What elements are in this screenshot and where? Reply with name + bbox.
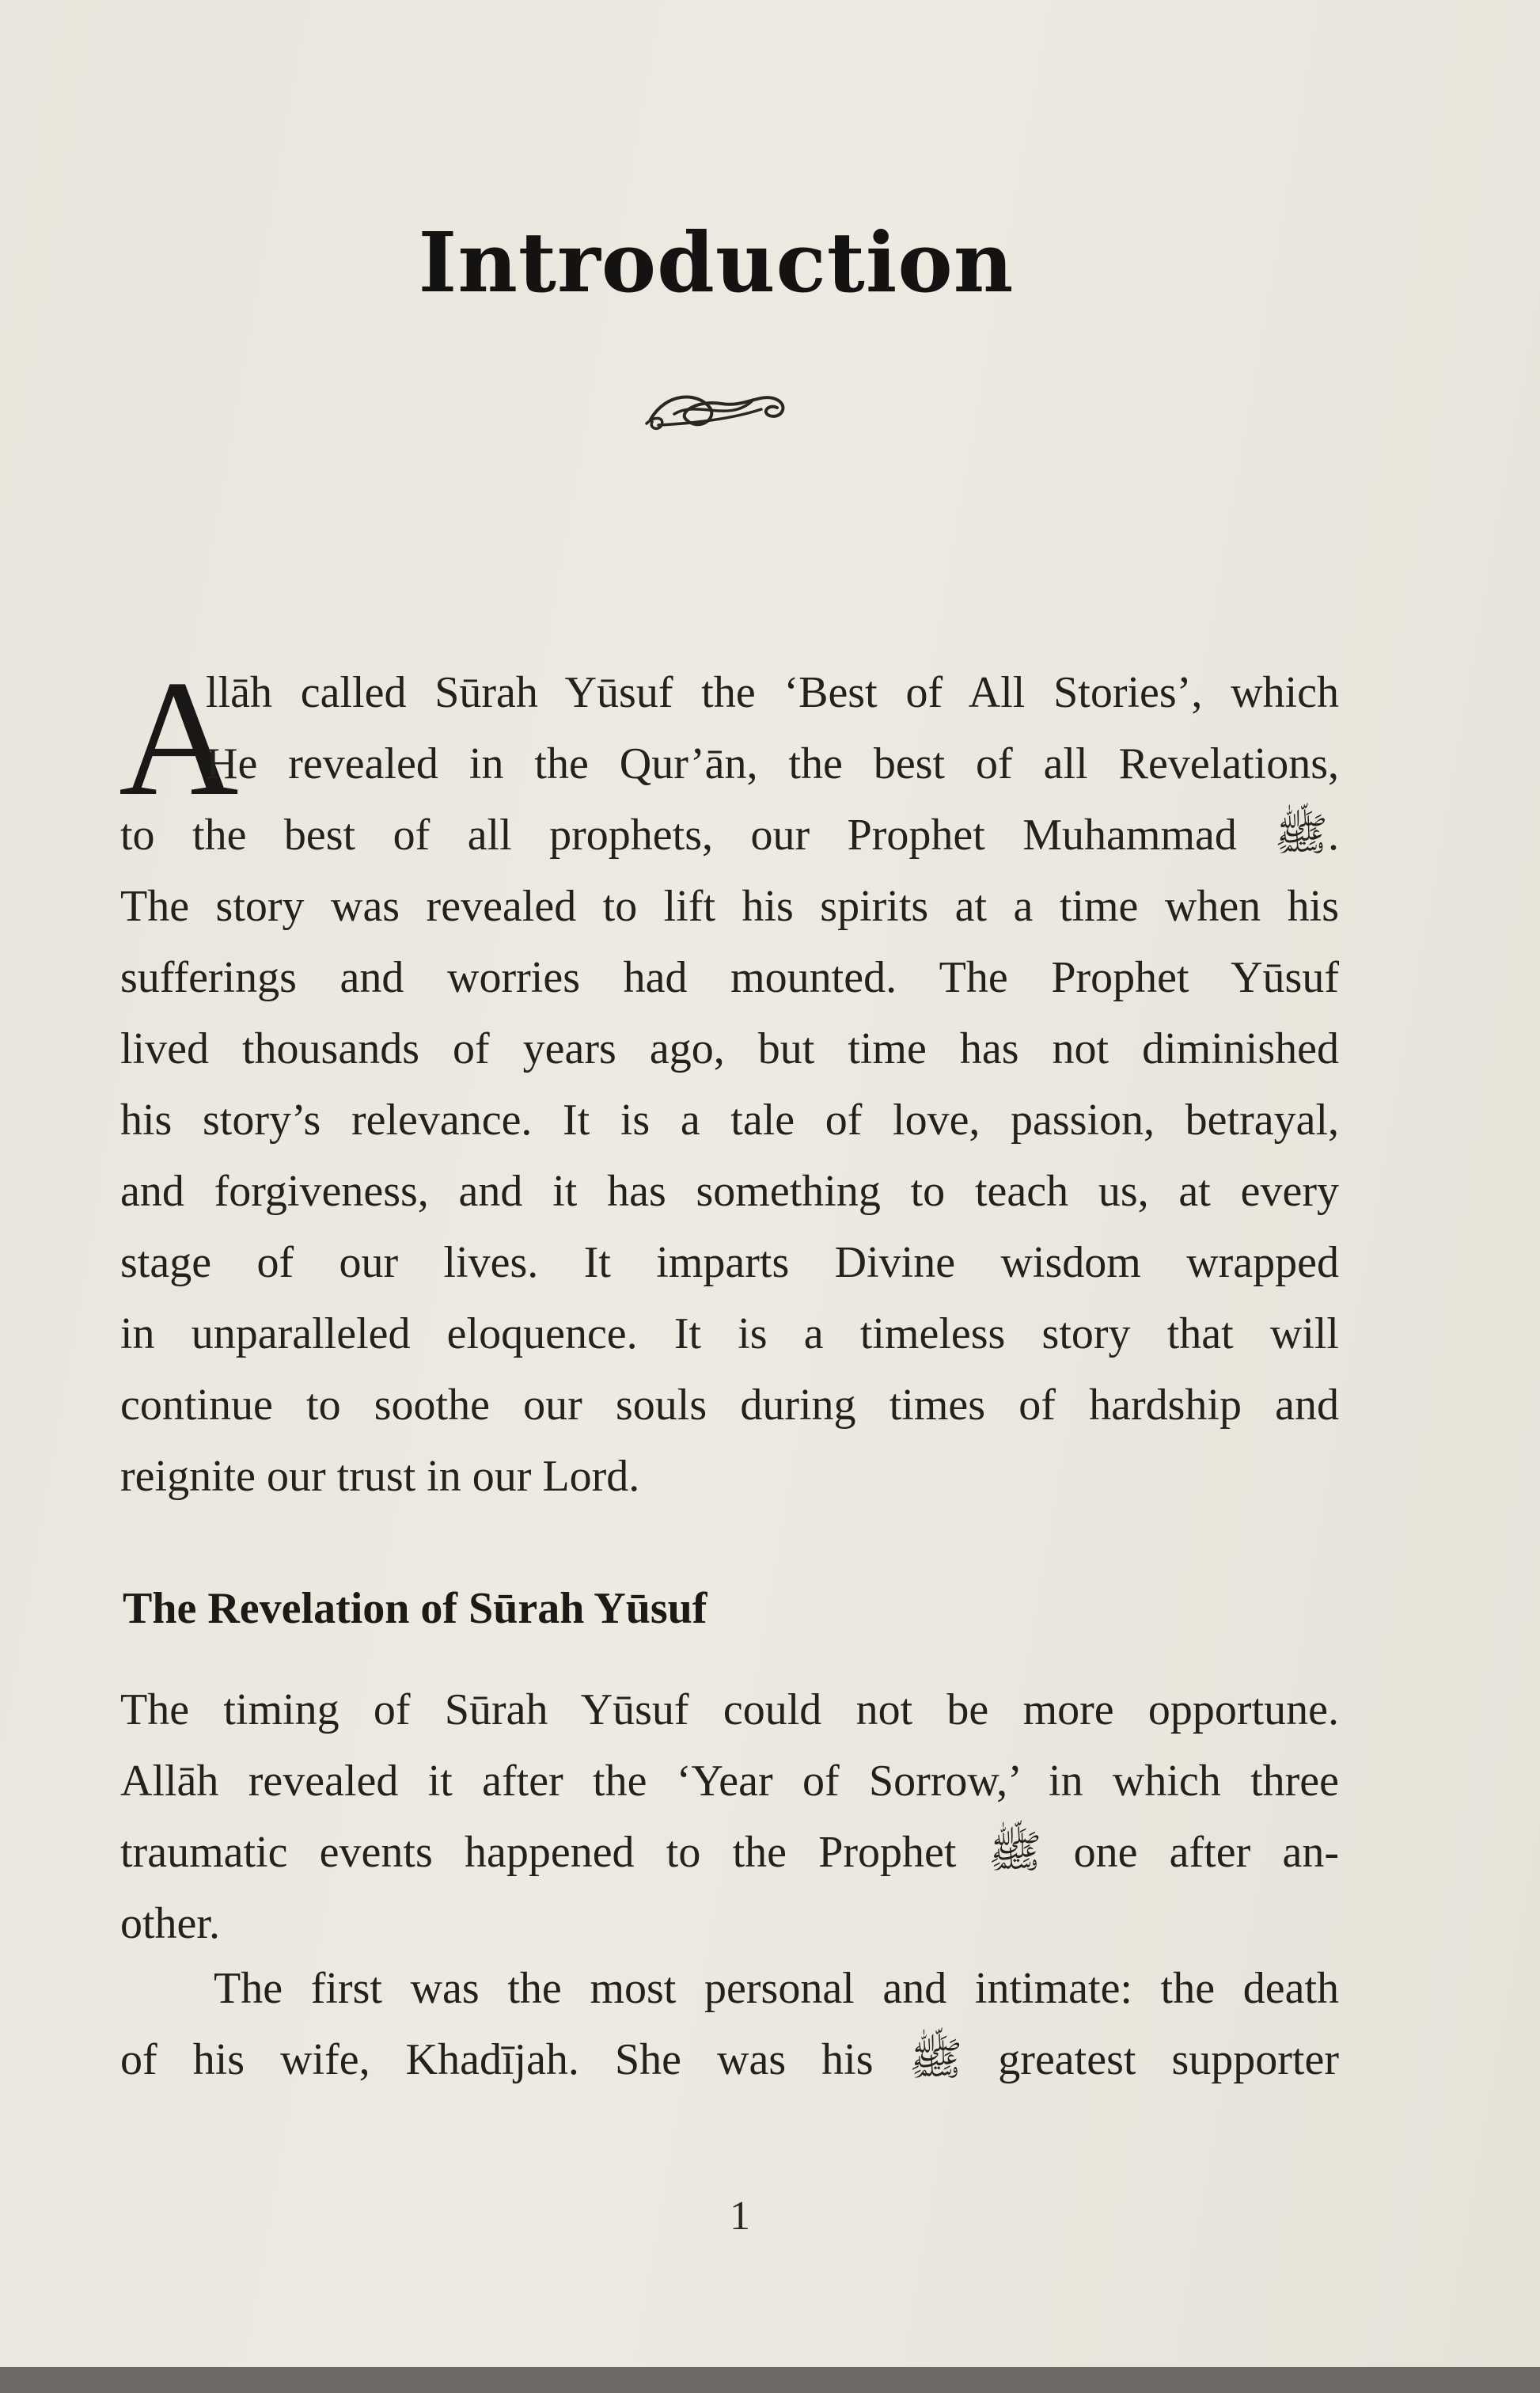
text-line: of his wife, Khadījah. She was his ﷺ greatest supporter: [120, 2035, 1339, 2084]
text-line: other.: [120, 1899, 220, 1948]
text-line: llāh called Sūrah Yūsuf the ‘Best of All Stories’, which: [206, 668, 1339, 717]
chapter-title: Introduction: [418, 214, 1015, 311]
text-line: The timing of Sūrah Yūsuf could not be more opportune.: [120, 1685, 1339, 1734]
text-line: and forgiveness, and it has something to teach us, at every: [120, 1167, 1339, 1216]
text-line: The first was the most personal and intimate: the death: [214, 1964, 1339, 2013]
text-line: The story was revealed to lift his spirits at a time when his: [120, 882, 1339, 931]
text-line: He revealed in the Qur’ān, the best of all Revelations,: [206, 739, 1339, 788]
page-edge-shadow: [0, 2367, 1540, 2393]
text-line: to the best of all prophets, our Prophet Muhammad ﷺ.: [120, 811, 1339, 860]
intro-paragraph: [119, 647, 1339, 1512]
text-line: stage of our lives. It imparts Divine wisdom wrapped: [120, 1238, 1339, 1287]
text-line: in unparalleled eloquence. It is a timeless story that will: [120, 1309, 1339, 1358]
drop-cap: A: [119, 647, 239, 830]
text-line: continue to soothe our souls during times of hardship and: [120, 1381, 1339, 1430]
text-line: traumatic events happened to the Prophet ﷺ one after an-: [120, 1828, 1339, 1877]
text-line: Allāh revealed it after the ‘Year of Sorrow,’ in which three: [120, 1757, 1339, 1806]
death-paragraph: [120, 1953, 1339, 2095]
text-line: lived thousands of years ago, but time has not diminished: [120, 1024, 1339, 1073]
page-number: 1: [730, 2194, 750, 2239]
scroll-flourish-icon: [643, 376, 793, 439]
text-line: reignite our trust in our Lord.: [120, 1452, 640, 1501]
revelation-paragraph: [120, 1674, 1339, 1959]
text-line: his story’s relevance. It is a tale of love, passion, betrayal,: [120, 1096, 1339, 1145]
section-heading: The Revelation of Sūrah Yūsuf: [123, 1584, 707, 1633]
text-line: sufferings and worries had mounted. The Prophet Yūsuf: [120, 953, 1339, 1002]
